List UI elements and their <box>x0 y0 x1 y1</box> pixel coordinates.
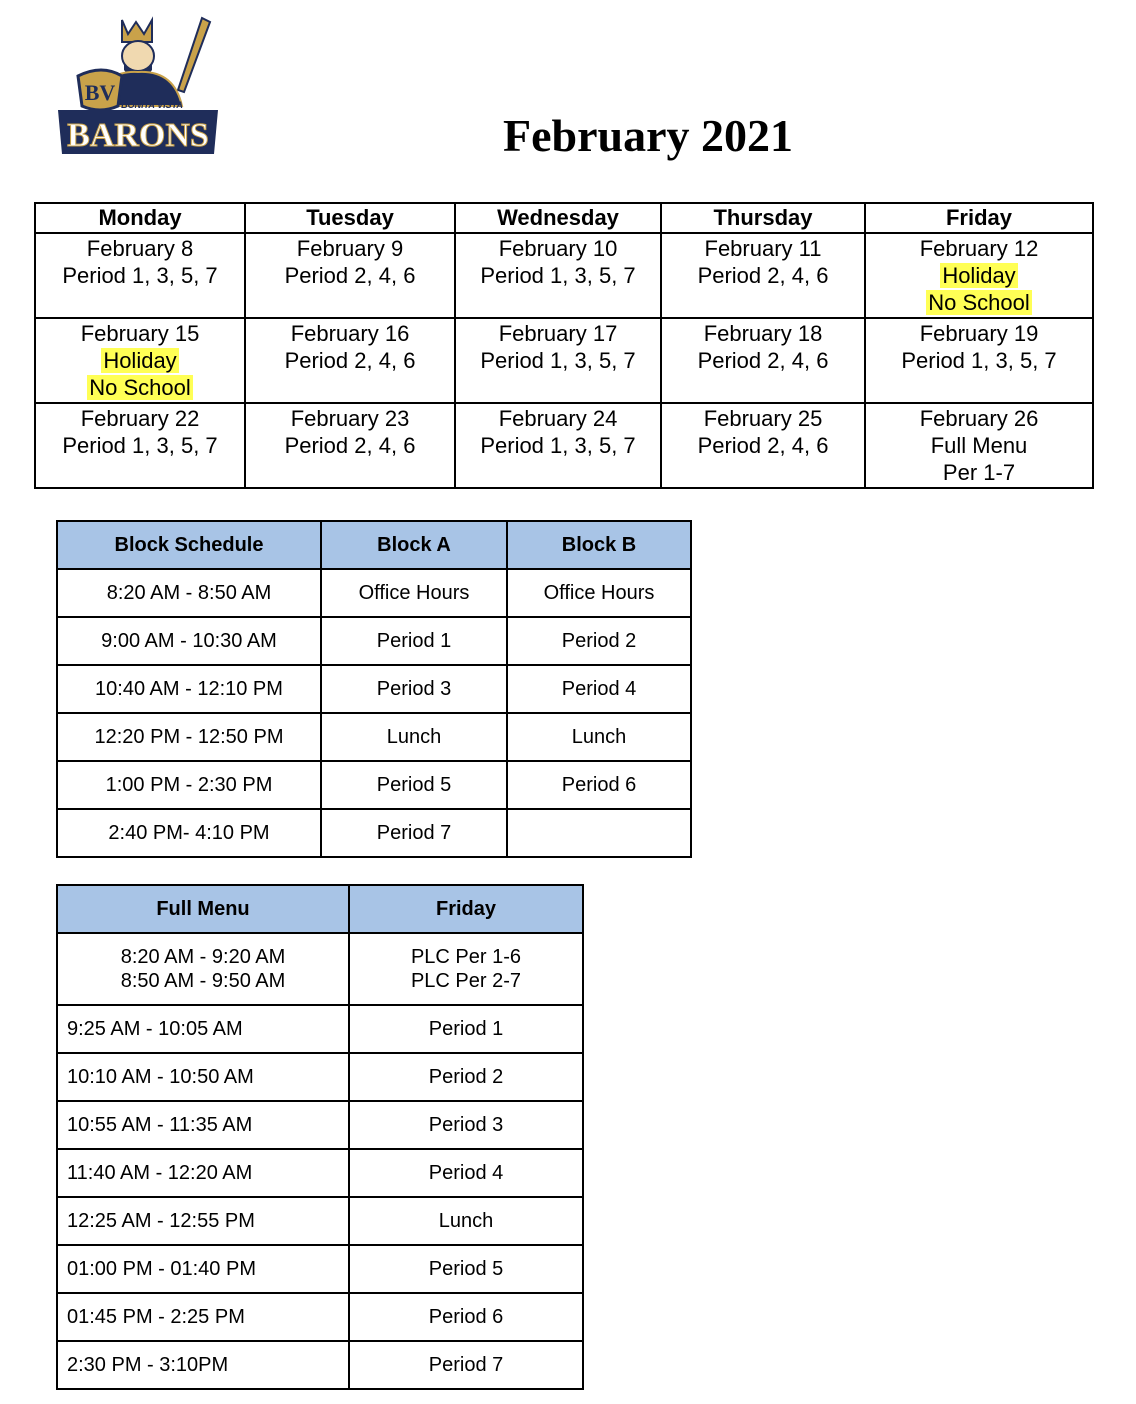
full-menu-time: 10:55 AM - 11:35 AM <box>67 1113 253 1136</box>
block-b-cell: Period 6 <box>507 761 691 809</box>
block-header-schedule: Block Schedule <box>57 521 321 569</box>
calendar-day-cell <box>455 318 661 403</box>
full-menu-row <box>57 1245 583 1293</box>
calendar-day-note: Period 2, 4, 6 <box>697 433 829 458</box>
calendar-day-note: Period 2, 4, 6 <box>284 433 416 458</box>
calendar-day-note: Period 1, 3, 5, 7 <box>901 348 1057 373</box>
block-a-cell: Period 3 <box>321 665 507 713</box>
calendar-date: February 18 <box>703 321 823 346</box>
block-a-cell: Lunch <box>321 713 507 761</box>
block-schedule-row <box>57 713 691 761</box>
full-menu-period-cell <box>349 1341 583 1389</box>
calendar-day-line-wrap <box>866 289 1092 316</box>
calendar-date: February 25 <box>703 406 823 431</box>
calendar-day-cell <box>865 233 1093 318</box>
barons-logo-graphic <box>52 14 224 160</box>
block-schedule-row <box>57 809 691 857</box>
full-menu-time: 9:25 AM - 10:05 AM <box>67 1017 243 1040</box>
calendar-day-line-wrap <box>456 432 660 459</box>
full-menu-time-cell <box>57 1005 349 1053</box>
calendar-day-cell <box>455 233 661 318</box>
calendar-header-wednesday: Wednesday <box>455 203 661 233</box>
calendar-date: February 22 <box>80 406 200 431</box>
block-b-cell: Period 4 <box>507 665 691 713</box>
full-menu-period-cell <box>349 1005 583 1053</box>
full-menu-time-cell <box>57 1197 349 1245</box>
block-schedule-row <box>57 617 691 665</box>
full-menu-period-cell <box>349 1245 583 1293</box>
calendar-day-note: Period 1, 3, 5, 7 <box>62 433 218 458</box>
calendar-date: February 9 <box>296 236 404 261</box>
calendar-holiday-note: No School <box>928 290 1030 315</box>
block-header-b: Block B <box>507 521 691 569</box>
full-menu-period-cell <box>349 1149 583 1197</box>
calendar-day-line-wrap <box>662 262 864 289</box>
full-menu-time-cell <box>57 1341 349 1389</box>
calendar-day-note: Full Menu <box>930 433 1028 458</box>
block-time-cell: 2:40 PM- 4:10 PM <box>57 809 321 857</box>
block-schedule-row <box>57 569 691 617</box>
full-menu-time-cell <box>57 1101 349 1149</box>
calendar-day-note: Period 1, 3, 5, 7 <box>480 348 636 373</box>
block-schedule-row <box>57 761 691 809</box>
full-menu-time: 8:50 AM - 9:50 AM <box>120 970 286 992</box>
full-menu-row <box>57 1197 583 1245</box>
block-a-cell: Office Hours <box>321 569 507 617</box>
calendar-day-line-wrap <box>36 347 244 374</box>
calendar-day-line-wrap <box>662 347 864 374</box>
calendar-date: February 11 <box>704 236 822 261</box>
calendar-day-note: Period 1, 3, 5, 7 <box>480 263 636 288</box>
block-a-cell: Period 1 <box>321 617 507 665</box>
calendar-day-cell <box>865 318 1093 403</box>
block-time-cell: 9:00 AM - 10:30 AM <box>57 617 321 665</box>
block-schedule-row <box>57 665 691 713</box>
calendar-day-line-wrap <box>866 262 1092 289</box>
calendar-day-note: Period 2, 4, 6 <box>697 348 829 373</box>
calendar-day-line-wrap <box>866 347 1092 374</box>
calendar-day-line-wrap <box>36 262 244 289</box>
full-menu-row <box>57 1341 583 1389</box>
full-menu-period: Period 6 <box>428 1305 504 1328</box>
calendar-body <box>35 233 1093 488</box>
full-menu-header-friday: Friday <box>349 885 583 933</box>
full-menu-time-cell <box>57 1245 349 1293</box>
calendar-day-line-wrap <box>246 432 454 459</box>
calendar-day-cell <box>661 233 865 318</box>
calendar-day-line-wrap <box>246 347 454 374</box>
full-menu-row <box>57 1149 583 1197</box>
full-menu-period: Period 5 <box>428 1257 504 1280</box>
full-menu-table <box>56 884 584 1390</box>
full-menu-header-row <box>57 885 583 933</box>
calendar-day-cell <box>455 403 661 488</box>
calendar-holiday-note: Holiday <box>942 263 1016 288</box>
block-time-cell: 10:40 AM - 12:10 PM <box>57 665 321 713</box>
calendar-date: February 17 <box>498 321 618 346</box>
calendar-header-thursday: Thursday <box>661 203 865 233</box>
calendar-date: February 10 <box>498 236 618 261</box>
full-menu-time: 12:25 AM - 12:55 PM <box>67 1209 255 1232</box>
calendar-day-line-wrap <box>866 432 1092 459</box>
full-menu-period: Period 1 <box>428 1017 504 1040</box>
block-schedule-body <box>57 569 691 857</box>
full-menu-row <box>57 1293 583 1341</box>
block-b-cell: Period 2 <box>507 617 691 665</box>
block-schedule-table <box>56 520 692 858</box>
full-menu-period-cell <box>349 1197 583 1245</box>
full-menu-period: PLC Per 1-6 <box>410 946 522 968</box>
calendar-day-note: Period 1, 3, 5, 7 <box>480 433 636 458</box>
block-b-cell <box>507 809 691 857</box>
full-menu-period-cell <box>349 1053 583 1101</box>
calendar-day-note: Per 1-7 <box>942 460 1016 485</box>
calendar-date: February 23 <box>290 406 410 431</box>
full-menu-time: 10:10 AM - 10:50 AM <box>67 1065 254 1088</box>
block-time-cell: 8:20 AM - 8:50 AM <box>57 569 321 617</box>
calendar-week-row <box>35 233 1093 318</box>
calendar-header-monday: Monday <box>35 203 245 233</box>
full-menu-time: 01:45 PM - 2:25 PM <box>67 1305 245 1328</box>
calendar-day-cell <box>35 403 245 488</box>
full-menu-row <box>57 1101 583 1149</box>
full-menu-time-cell <box>57 1293 349 1341</box>
calendar-day-line-wrap <box>456 347 660 374</box>
calendar-day-cell <box>661 318 865 403</box>
block-a-cell: Period 7 <box>321 809 507 857</box>
block-time-cell: 12:20 PM - 12:50 PM <box>57 713 321 761</box>
calendar-header-row <box>35 203 1093 233</box>
logo-main-text: BARONS <box>67 117 209 154</box>
calendar-day-cell <box>245 233 455 318</box>
full-menu-time: 01:00 PM - 01:40 PM <box>67 1257 256 1280</box>
calendar-date: February 8 <box>86 236 194 261</box>
calendar-day-cell <box>245 318 455 403</box>
calendar-day-line-wrap <box>456 262 660 289</box>
full-menu-period: Lunch <box>438 1209 494 1232</box>
calendar-header-tuesday: Tuesday <box>245 203 455 233</box>
calendar-day-cell <box>35 233 245 318</box>
full-menu-period: Period 2 <box>428 1065 504 1088</box>
block-time-cell: 1:00 PM - 2:30 PM <box>57 761 321 809</box>
calendar-holiday-note: Holiday <box>103 348 177 373</box>
calendar-date: February 19 <box>919 321 1039 346</box>
svg-text:BV: BV <box>84 80 116 105</box>
full-menu-row <box>57 933 583 1005</box>
calendar-date: February 16 <box>290 321 410 346</box>
block-b-cell: Lunch <box>507 713 691 761</box>
calendar-holiday-note: No School <box>89 375 191 400</box>
calendar-day-line-wrap <box>866 459 1092 486</box>
full-menu-time-cell <box>57 1149 349 1197</box>
block-header-a: Block A <box>321 521 507 569</box>
block-a-cell: Period 5 <box>321 761 507 809</box>
calendar-day-line-wrap <box>36 374 244 401</box>
calendar-date: February 24 <box>498 406 618 431</box>
logo-top-text: BONITA VISTA <box>121 100 183 110</box>
full-menu-period: Period 4 <box>428 1161 504 1184</box>
calendar-day-cell <box>35 318 245 403</box>
full-menu-time: 11:40 AM - 12:20 AM <box>67 1161 253 1184</box>
calendar-date: February 26 <box>919 406 1039 431</box>
calendar-day-note: Period 2, 4, 6 <box>284 263 416 288</box>
calendar-table <box>34 202 1094 489</box>
calendar-day-cell <box>661 403 865 488</box>
block-header-row <box>57 521 691 569</box>
full-menu-period: PLC Per 2-7 <box>410 970 522 992</box>
calendar-day-cell <box>865 403 1093 488</box>
calendar-day-line-wrap <box>36 432 244 459</box>
full-menu-header: Full Menu <box>57 885 349 933</box>
calendar-day-line-wrap <box>662 432 864 459</box>
calendar-day-line-wrap <box>246 262 454 289</box>
full-menu-time: 8:20 AM - 9:20 AM <box>120 946 286 968</box>
page-title: February 2021 <box>502 110 793 161</box>
full-menu-row <box>57 1005 583 1053</box>
full-menu-time: 2:30 PM - 3:10PM <box>67 1353 229 1376</box>
full-menu-time-cell <box>57 933 349 1005</box>
full-menu-period-cell <box>349 1101 583 1149</box>
full-menu-body <box>57 933 583 1389</box>
calendar-day-cell <box>245 403 455 488</box>
calendar-date: February 12 <box>919 236 1039 261</box>
full-menu-row <box>57 1053 583 1101</box>
full-menu-period-cell <box>349 933 583 1005</box>
calendar-week-row <box>35 403 1093 488</box>
full-menu-period: Period 3 <box>428 1113 504 1136</box>
calendar-header-friday: Friday <box>865 203 1093 233</box>
full-menu-time-cell <box>57 1053 349 1101</box>
full-menu-period: Period 7 <box>428 1353 504 1376</box>
calendar-day-note: Period 2, 4, 6 <box>284 348 416 373</box>
block-b-cell: Office Hours <box>507 569 691 617</box>
calendar-date: February 15 <box>80 321 200 346</box>
calendar-week-row <box>35 318 1093 403</box>
full-menu-period-cell <box>349 1293 583 1341</box>
calendar-day-note: Period 1, 3, 5, 7 <box>62 263 218 288</box>
barons-logo <box>52 14 224 160</box>
calendar-day-note: Period 2, 4, 6 <box>697 263 829 288</box>
